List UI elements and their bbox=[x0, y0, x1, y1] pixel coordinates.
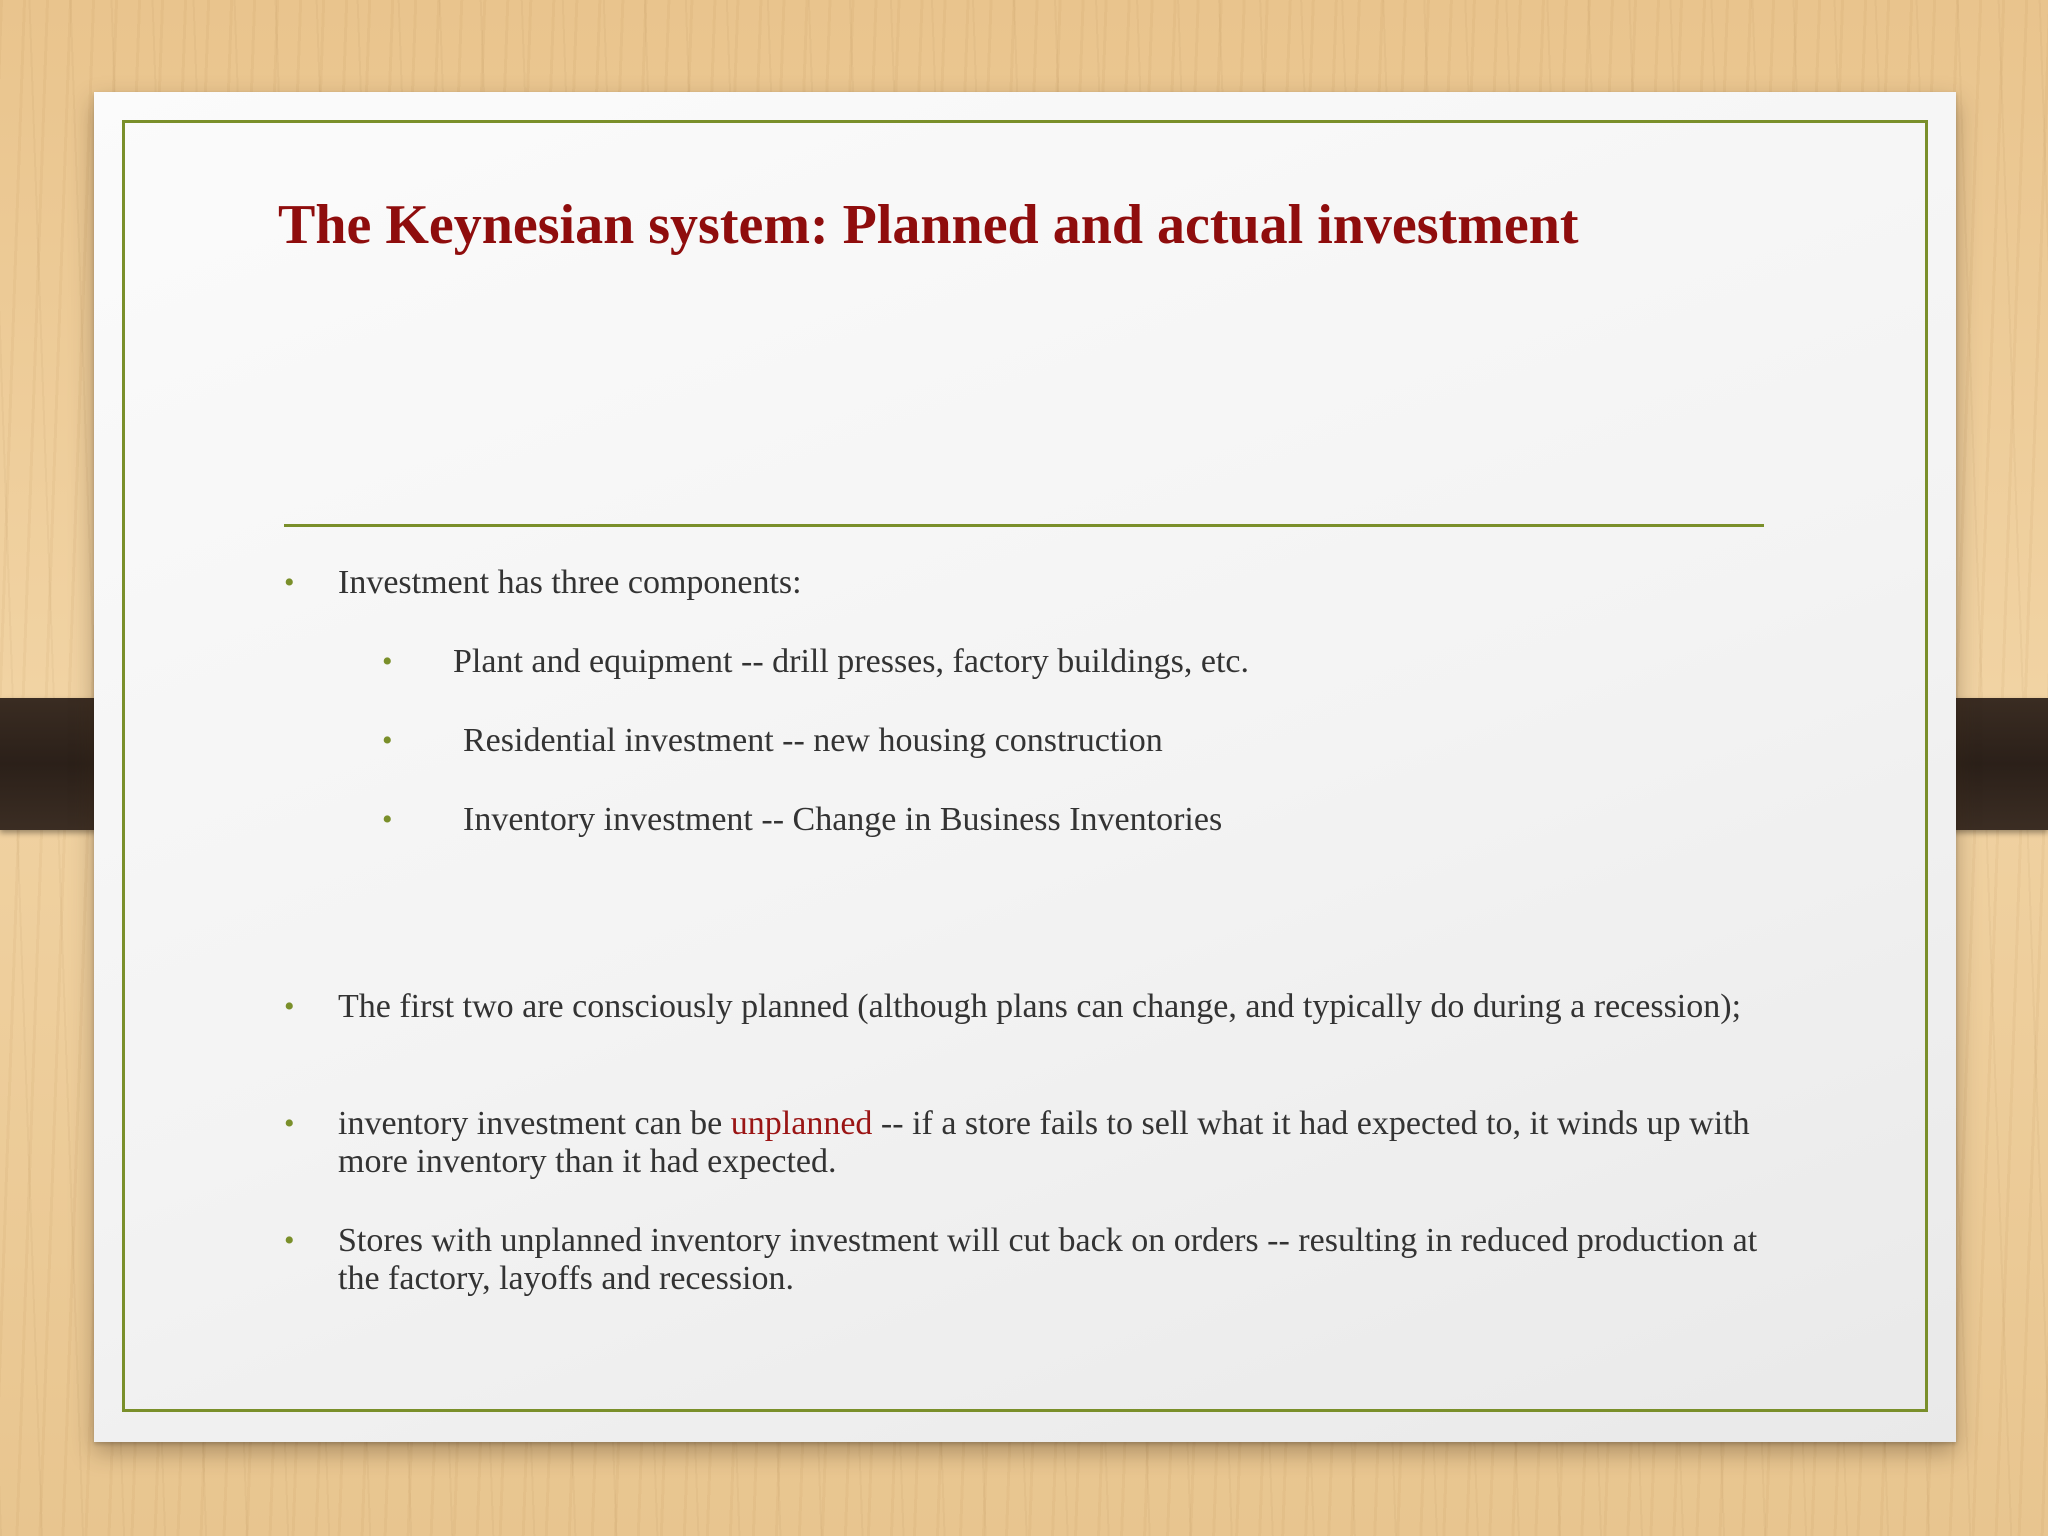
bullet-text-lead: inventory investment can be bbox=[338, 1105, 731, 1142]
bullet-icon: • bbox=[382, 724, 393, 757]
bullet-text: Stores with unplanned inventory investment will cut back on orders -- resulting in reduced production at the factory, layoffs and recession. bbox=[338, 1222, 1758, 1297]
slide-border bbox=[122, 120, 1928, 1412]
bullet-icon: • bbox=[284, 1107, 295, 1140]
bullet-icon: • bbox=[284, 566, 295, 599]
bullet-item-unplanned bbox=[284, 1105, 1844, 1185]
title-divider bbox=[284, 524, 1764, 527]
bullet-text-tail: -- if a store fails to sell what it had expected to, it winds up with more inventory than it had expected. bbox=[338, 1105, 1750, 1180]
bullet-text: Plant and equipment -- drill presses, factory buildings, etc. bbox=[453, 643, 1249, 680]
sub-bullet-inventory bbox=[382, 801, 1842, 841]
bullet-text bbox=[338, 1105, 1758, 1181]
bullet-icon: • bbox=[284, 1224, 295, 1257]
bullet-text: Inventory investment -- Change in Business Inventories bbox=[463, 801, 1223, 838]
highlight-unplanned: unplanned bbox=[730, 1105, 873, 1142]
slide-title: The Keynesian system: Planned and actual investment bbox=[278, 194, 1579, 256]
sub-bullet-plant-equipment bbox=[382, 643, 1842, 683]
bullet-item-stores bbox=[284, 1222, 1844, 1302]
bullet-text: Residential investment -- new housing construction bbox=[463, 722, 1163, 759]
bullet-item-planned bbox=[284, 988, 1844, 1068]
bullet-icon: • bbox=[382, 803, 393, 836]
bullet-icon: • bbox=[382, 645, 393, 678]
slide bbox=[94, 92, 1956, 1442]
bullet-text: The first two are consciously planned (although plans can change, and typically do during a recession); bbox=[338, 988, 1742, 1025]
bullet-text: Investment has three components: bbox=[338, 564, 802, 601]
bullet-item-components bbox=[284, 564, 1844, 604]
bullet-icon: • bbox=[284, 990, 295, 1023]
sub-bullet-residential bbox=[382, 722, 1842, 762]
